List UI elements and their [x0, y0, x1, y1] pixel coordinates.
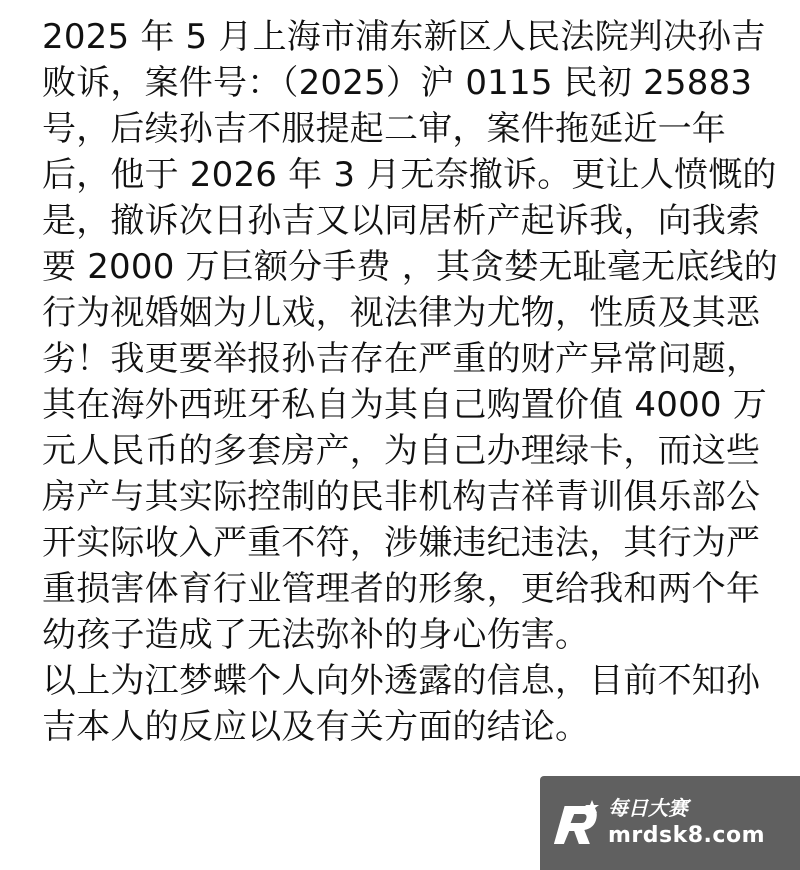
text-line: 劣！我更要举报孙吉存在严重的财产异常问题， — [42, 339, 761, 379]
text-line: 以上为江梦蝶个人向外透露的信息，目前不知孙 — [42, 661, 761, 701]
r-star-logo-icon — [554, 798, 600, 848]
text-line: 元人民币的多套房产，为自己办理绿卡，而这些 — [42, 431, 761, 471]
text-line: 是，撤诉次日孙吉又以同居析产起诉我，向我索 — [42, 201, 761, 241]
text-line: 其在海外西班牙私自为其自己购置价值 4000 万 — [42, 385, 767, 425]
text-line: 幼孩子造成了无法弥补的身心伤害。 — [42, 615, 590, 655]
text-line: 要 2000 万巨额分手费 ，其贪婪无耻毫无底线的 — [42, 247, 778, 287]
text-line: 败诉，案件号：（2025）沪 0115 民初 25883 — [42, 63, 753, 103]
text-line: 重损害体育行业管理者的形象，更给我和两个年 — [42, 569, 761, 609]
text-line: 后，他于 2026 年 3 月无奈撤诉。更让人愤慨的 — [42, 155, 777, 195]
watermark-text — [608, 795, 765, 851]
article-body — [42, 14, 782, 750]
text-line: 房产与其实际控制的民非机构吉祥青训俱乐部公 — [42, 477, 761, 517]
watermark — [540, 776, 800, 870]
watermark-brand: 每日大赛 — [608, 796, 688, 820]
text-line: 开实际收入严重不符，涉嫌违纪违法，其行为严 — [42, 523, 761, 563]
text-line: 行为视婚姻为儿戏，视法律为尤物，性质及其恶 — [42, 293, 761, 333]
paragraph-2 — [42, 658, 782, 750]
paragraph-1 — [42, 14, 782, 658]
text-line: 号，后续孙吉不服提起二审，案件拖延近一年 — [42, 109, 726, 149]
text-line: 2025 年 5 月上海市浦东新区人民法院判决孙吉 — [42, 17, 766, 57]
watermark-domain: mrdsk8.com — [608, 823, 765, 848]
text-line: 吉本人的反应以及有关方面的结论。 — [42, 707, 590, 747]
